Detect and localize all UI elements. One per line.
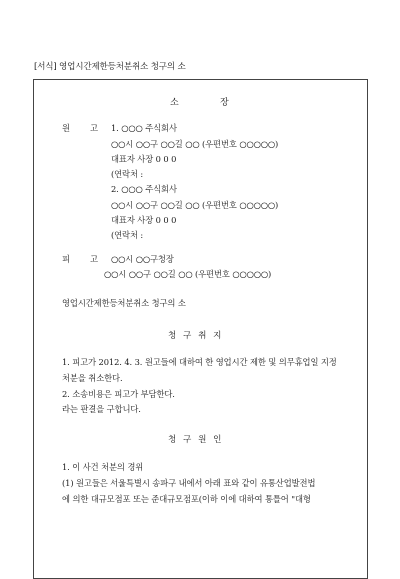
title-char-left: 소 <box>170 98 179 108</box>
defendant-label-char-2: 고 <box>90 254 98 264</box>
defendant-name: ○○시 ○○구청장 <box>111 254 174 264</box>
plaintiff-2-contact: (연락처 : <box>111 230 144 240</box>
cause-line-1: 1. 이 사건 처분의 경위 <box>62 462 144 472</box>
case-title: 영업시간제한등처분취소 청구의 소 <box>62 298 186 308</box>
cause-heading: 청 구 원 인 <box>168 435 224 445</box>
cause-line-2: (1) 원고들은 서울특별시 송파구 내에서 아래 표와 같이 유통산업발전법 <box>62 478 316 488</box>
plaintiff-label-char-1: 원 <box>62 123 70 133</box>
claim-heading: 청 구 취 지 <box>168 331 224 341</box>
claim-line-2: 처분을 취소한다. <box>62 373 123 383</box>
cause-line-3: 에 의한 대규모점포 또는 준대규모점포(이하 이에 대하여 통틀어 "대형 <box>62 494 311 504</box>
title-char-right: 장 <box>220 98 229 108</box>
plaintiff-2-representative: 대표자 사장 0 0 0 <box>111 215 177 225</box>
plaintiff-1-name: 1. ○○○ 주식회사 <box>111 123 177 133</box>
plaintiff-2-address: ○○시 ○○구 ○○길 ○○ (우편번호 ○○○○○) <box>111 200 279 210</box>
plaintiff-1-representative: 대표자 사장 0 0 0 <box>111 154 177 164</box>
plaintiff-1-address: ○○시 ○○구 ○○길 ○○ (우편번호 ○○○○○) <box>111 139 279 149</box>
defendant-label-char-1: 피 <box>62 254 70 264</box>
claim-line-3: 2. 소송비용은 피고가 부담한다. <box>62 389 175 399</box>
claim-line-1: 1. 피고가 2012. 4. 3. 원고들에 대하여 한 영업시간 제한 및 의무휴업일 지정 <box>62 357 337 367</box>
plaintiff-2-name: 2. ○○○ 주식회사 <box>111 184 177 194</box>
plaintiff-label-char-2: 고 <box>90 123 98 133</box>
document-caption: [서식] 영업시간제한등처분취소 청구의 소 <box>34 62 186 72</box>
defendant-address: ○○시 ○○구 ○○길 ○○ (우편번호 ○○○○○) <box>104 269 272 279</box>
plaintiff-1-contact: (연락처 : <box>111 169 144 179</box>
claim-line-4: 라는 판결을 구합니다. <box>62 404 141 414</box>
